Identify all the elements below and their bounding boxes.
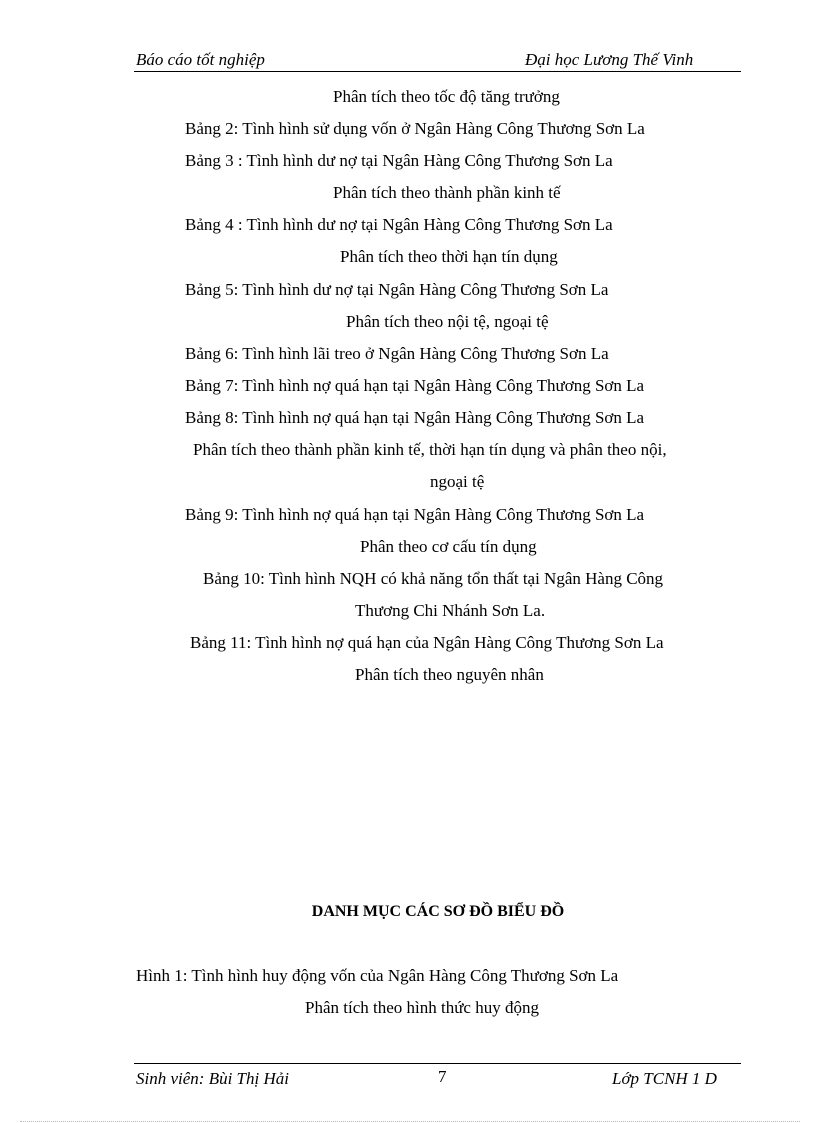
list-item: Bảng 10: Tình hình NQH có khả năng tổn thất tại Ngân Hàng Công	[203, 569, 664, 588]
list-item: Phân tích theo nội tệ, ngoại tệ	[346, 312, 549, 331]
list-item: Phân tích theo nguyên nhân	[355, 665, 544, 684]
list-item: Phân tích theo thời hạn tín dụng	[340, 247, 558, 266]
header-rule	[134, 71, 741, 72]
list-item: Phân tích theo hình thức huy động	[305, 998, 539, 1017]
list-item: Bảng 8: Tình hình nợ quá hạn tại Ngân Hàng Công Thương Sơn La	[185, 408, 645, 427]
list-item: Bảng 11: Tình hình nợ quá hạn của Ngân Hàng Công Thương Sơn La	[190, 633, 664, 652]
list-item: Bảng 2: Tình hình sử dụng vốn ở Ngân Hàng Công Thương Sơn La	[185, 119, 645, 138]
footer-rule	[134, 1063, 741, 1064]
list-item: Bảng 6: Tình hình lãi treo ở Ngân Hàng Công Thương Sơn La	[185, 344, 609, 363]
list-item: Bảng 3 : Tình hình dư nợ tại Ngân Hàng Công Thương Sơn La	[185, 151, 613, 170]
footer-right-text: Lớp TCNH 1 D	[612, 1069, 717, 1088]
list-item: Bảng 7: Tình hình nợ quá hạn tại Ngân Hàng Công Thương Sơn La	[185, 376, 645, 395]
list-item: Bảng 5: Tình hình dư nợ tại Ngân Hàng Công Thương Sơn La	[185, 280, 609, 299]
page-number: 7	[438, 1067, 447, 1086]
list-item: Bảng 9: Tình hình nợ quá hạn tại Ngân Hàng Công Thương Sơn La	[185, 505, 645, 524]
list-item: Phân tích theo thành phần kinh tế, thời hạn tín dụng và phân theo nội,	[193, 440, 667, 459]
header-right-text: Đại học Lương Thế Vinh	[525, 50, 694, 69]
page-bottom-dotted-border	[20, 1121, 800, 1122]
list-item: Thương Chi Nhánh Sơn La.	[355, 601, 546, 620]
list-item: Phân tích theo thành phần kinh tế	[333, 183, 561, 202]
list-item: ngoại tệ	[430, 472, 485, 491]
list-item: Phân tích theo tốc độ tăng trưởng	[333, 87, 560, 106]
list-item: Hình 1: Tình hình huy động vốn của Ngân Hàng Công Thương Sơn La	[136, 966, 619, 985]
list-item: Bảng 4 : Tình hình dư nợ tại Ngân Hàng Công Thương Sơn La	[185, 215, 613, 234]
section-title: DANH MỤC CÁC SƠ ĐỒ BIỂU ĐỒ	[311, 903, 565, 920]
list-item: Phân theo cơ cấu tín dụng	[360, 537, 537, 556]
footer-left-text: Sinh viên: Bùi Thị Hải	[136, 1069, 289, 1088]
header-left-text: Báo cáo tốt nghiệp	[136, 50, 265, 69]
